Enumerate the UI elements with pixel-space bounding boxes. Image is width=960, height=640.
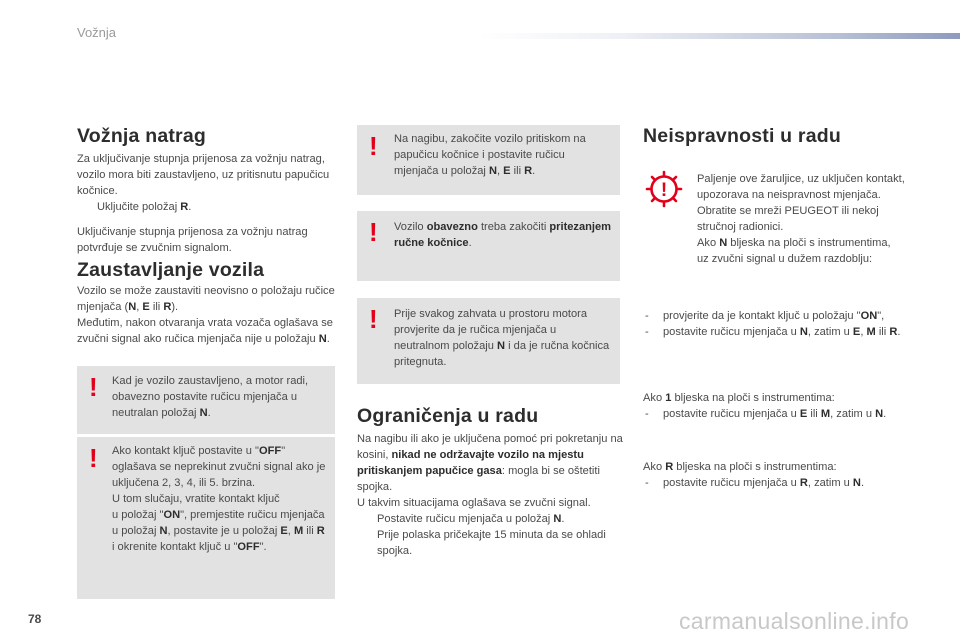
section-title-limits: Ograničenja u radu xyxy=(357,405,539,427)
limits-paragraph-2: U takvim situacijama oglašava se zvučni signal. xyxy=(357,497,591,509)
reverse-paragraph-2: Uključivanje stupnja prijenosa za vožnju natrag potvrđuje se zvučnim signalom. xyxy=(77,226,308,254)
malfunction-intro: Paljenje ove žaruljice, uz uključen kontakt, upozorava na neispravnost mjenjača. Obratite se mreži PEUGEOT ili nekoj stručnoj radionici. Ako N bljeska na ploči s instrumentima, uz zvučni signal u dužem razdoblju: xyxy=(697,173,905,265)
warning-box-ignition-off xyxy=(77,437,335,599)
warning-text: Ako kontakt ključ postavite u "OFF" oglašava se neprekinut zvučni signal ako je uključena 2, 3, 4, ili 5. brzina. U tom slučaju, vratite kontakt ključ u položaj "ON", premjestite ručicu mjenjača u položaj N, postavite je u položaj E, M ili R i okrenite kontakt ključ u "OFF". xyxy=(112,445,326,553)
limits-paragraph-1: Na nagibu ili ako je uključena pomoć pri pokretanju na kosini, nikad ne održavajte vozilo na mjestu pritiskanjem papučice gasa: mogla bi se oštetiti spojka. xyxy=(357,433,623,493)
malfunction-steps-1: Ako 1 bljeska na ploči s instrumentima: - postavite ručicu mjenjača u E ili M, zatim u N. xyxy=(643,390,905,422)
warning-text: Prije svakog zahvata u prostoru motora provjerite da je ručica mjenjača u neutralnom položaju N i da je ručna kočnica pritegnuta. xyxy=(394,308,610,368)
warning-box-engine-running xyxy=(77,366,335,434)
warning-exclamation-icon: ! xyxy=(369,217,378,247)
stopping-paragraph-2: Međutim, nakon otvaranja vrata vozača oglašava se zvučni signal ako ručica mjenjača nije u položaju N. xyxy=(77,317,333,345)
limits-bullet-2: Prije polaska pričekajte 15 minuta da se ohladi spojka. xyxy=(377,529,606,557)
step-item: - provjerite da je kontakt ključ u položaju "ON", xyxy=(645,310,885,322)
step-item: - postavite ručicu mjenjača u N, zatim u E, M ili R. xyxy=(645,326,901,338)
section-title-malfunctions: Neispravnosti u radu xyxy=(643,125,841,147)
warning-exclamation-icon: ! xyxy=(89,443,98,473)
page-number: 78 xyxy=(28,612,42,626)
malfunction-steps-n xyxy=(643,308,905,340)
reverse-bullet: Uključite položaj R. xyxy=(97,201,192,213)
warning-text: Vozilo obavezno treba zakočiti pritezanjem ručne kočnice. xyxy=(394,221,612,249)
warning-box-handbrake xyxy=(357,211,620,281)
page-header-title: Vožnja xyxy=(77,25,117,40)
warning-box-slope xyxy=(357,125,620,195)
warning-text: Kad je vozilo zaustavljeno, a motor radi, obavezno postavite ručicu mjenjača u neutralan položaj N. xyxy=(112,375,309,419)
section-title-reverse: Vožnja natrag xyxy=(77,125,207,147)
warning-exclamation-icon: ! xyxy=(369,304,378,334)
gearbox-warning-icon-label: ! xyxy=(660,180,668,201)
stopping-paragraph-1: Vozilo se može zaustaviti neovisno o položaju ručice mjenjača (N, E ili R). xyxy=(77,285,335,313)
gearbox-warning-icon xyxy=(643,168,685,210)
warning-exclamation-icon: ! xyxy=(369,131,378,161)
malfunction-steps-r: Ako R bljeska na ploči s instrumentima: - postavite ručicu mjenjača u R, zatim u N. xyxy=(643,459,905,491)
section-title-stopping: Zaustavljanje vozila xyxy=(77,259,265,281)
step-item: - postavite ručicu mjenjača u R, zatim u N. xyxy=(645,477,865,489)
limits-text xyxy=(357,431,625,559)
reverse-paragraph-1: Za uključivanje stupnja prijenosa za vožnju natrag, vozilo mora biti zaustavljeno, uz pritisnutu papučicu kočnice. xyxy=(77,153,330,197)
stopping-text xyxy=(77,283,335,347)
step-item: - postavite ručicu mjenjača u E ili M, zatim u N. xyxy=(645,408,887,420)
reverse-text xyxy=(77,151,335,256)
limits-bullet-1: Postavite ručicu mjenjača u položaj N. xyxy=(377,513,565,525)
warning-text: Na nagibu, zakočite vozilo pritiskom na papučicu kočnice i postavite ručicu mjenjača u položaj N, E ili R. xyxy=(394,133,586,177)
header-gradient-bar xyxy=(478,33,960,39)
watermark: carmanualsonline.info xyxy=(679,608,910,634)
warning-exclamation-icon: ! xyxy=(89,372,98,402)
warning-box-engine-bay xyxy=(357,298,620,384)
